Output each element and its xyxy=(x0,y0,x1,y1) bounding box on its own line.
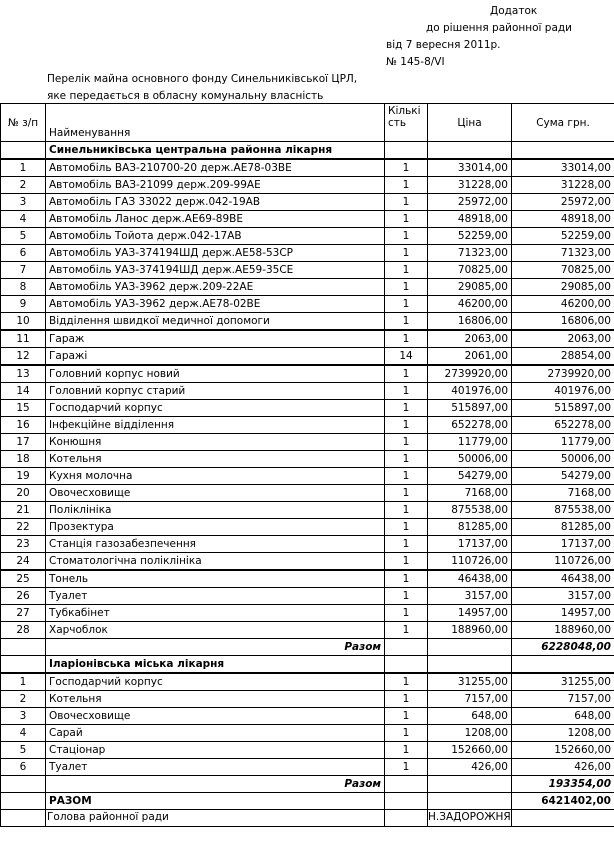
section-row xyxy=(1,142,614,160)
item-quantity: 1 xyxy=(385,570,428,588)
item-sum: 70825,00 xyxy=(512,262,614,279)
empty-cell xyxy=(428,656,512,674)
empty-cell xyxy=(385,639,428,656)
item-quantity: 1 xyxy=(385,468,428,485)
table-row xyxy=(1,383,614,400)
table-row xyxy=(1,725,614,742)
table-row xyxy=(1,588,614,605)
item-quantity: 1 xyxy=(385,485,428,502)
row-number: 16 xyxy=(1,417,46,434)
item-sum: 652278,00 xyxy=(512,417,614,434)
document-title-line2: яке передається в обласну комунальну власність xyxy=(47,90,324,102)
empty-cell xyxy=(1,639,46,656)
item-price: 14957,00 xyxy=(428,605,512,622)
item-sum: 152660,00 xyxy=(512,742,614,759)
item-sum: 31255,00 xyxy=(512,673,614,691)
empty-cell xyxy=(428,639,512,656)
item-name: Тонель xyxy=(46,570,385,588)
row-number: 25 xyxy=(1,570,46,588)
table-row xyxy=(1,279,614,296)
row-number: 28 xyxy=(1,622,46,639)
item-quantity: 1 xyxy=(385,296,428,313)
item-price: 188960,00 xyxy=(428,622,512,639)
document-title-line1: Перелік майна основного фонду Синельниківської ЦРЛ, xyxy=(47,73,358,85)
empty-cell xyxy=(428,776,512,793)
item-name: Сарай xyxy=(46,725,385,742)
empty-cell xyxy=(385,142,428,160)
decision-date: від 7 вересня 2011р. xyxy=(386,39,501,51)
item-price: 152660,00 xyxy=(428,742,512,759)
empty-cell xyxy=(1,776,46,793)
item-quantity: 1 xyxy=(385,725,428,742)
item-price: 71323,00 xyxy=(428,245,512,262)
item-name: Господарчий корпус xyxy=(46,673,385,691)
item-name: Автомобіль ВАЗ-210700-20 держ.АЕ78-03ВЕ xyxy=(46,159,385,177)
item-name: Автомобіль ГАЗ 33022 держ.042-19АВ xyxy=(46,194,385,211)
table-row xyxy=(1,485,614,502)
item-quantity: 1 xyxy=(385,313,428,331)
table-row xyxy=(1,348,614,366)
row-number: 12 xyxy=(1,348,46,366)
row-number: 11 xyxy=(1,330,46,348)
item-name: Стаціонар xyxy=(46,742,385,759)
item-name: Автомобіль УАЗ-374194ШД держ.АЕ59-35СЕ xyxy=(46,262,385,279)
item-price: 33014,00 xyxy=(428,159,512,177)
item-price: 401976,00 xyxy=(428,383,512,400)
item-sum: 16806,00 xyxy=(512,313,614,331)
section-title: Іларіонівська міська лікарня xyxy=(46,656,385,674)
item-quantity: 14 xyxy=(385,348,428,366)
item-price: 70825,00 xyxy=(428,262,512,279)
empty-cell xyxy=(428,142,512,160)
item-price: 3157,00 xyxy=(428,588,512,605)
item-name: Овочесховище xyxy=(46,708,385,725)
row-number: 19 xyxy=(1,468,46,485)
row-number: 9 xyxy=(1,296,46,313)
item-name: Автомобіль ВАЗ-21099 держ.209-99АЕ xyxy=(46,177,385,194)
item-quantity: 1 xyxy=(385,691,428,708)
item-sum: 46438,00 xyxy=(512,570,614,588)
item-sum: 31228,00 xyxy=(512,177,614,194)
table-row xyxy=(1,451,614,468)
table-row xyxy=(1,365,614,383)
item-sum: 2063,00 xyxy=(512,330,614,348)
table-row xyxy=(1,177,614,194)
table-row xyxy=(1,708,614,725)
item-quantity: 1 xyxy=(385,553,428,571)
table-row xyxy=(1,417,614,434)
item-name: Головний корпус старий xyxy=(46,383,385,400)
item-name: Господарчий корпус xyxy=(46,400,385,417)
item-name: Автомобіль УАЗ-374194ШД держ.АЕ58-53СР xyxy=(46,245,385,262)
row-number: 7 xyxy=(1,262,46,279)
empty-cell xyxy=(1,142,46,160)
item-name: Туалет xyxy=(46,759,385,776)
table-row xyxy=(1,296,614,313)
header-number: № з/п xyxy=(1,104,46,142)
table-row xyxy=(1,759,614,776)
row-number: 6 xyxy=(1,245,46,262)
item-quantity: 1 xyxy=(385,228,428,245)
item-quantity: 1 xyxy=(385,159,428,177)
item-price: 648,00 xyxy=(428,708,512,725)
property-table xyxy=(0,103,614,827)
empty-cell xyxy=(385,810,428,827)
decision-reference: до рішення районної ради xyxy=(426,22,572,34)
item-name: Автомобіль Ланос держ.АЕ69-89ВЕ xyxy=(46,211,385,228)
row-number: 21 xyxy=(1,502,46,519)
table-row xyxy=(1,468,614,485)
header-name: Найменування xyxy=(46,104,385,142)
signatory-name: Н.ЗАДОРОЖНЯ xyxy=(428,811,511,823)
table-row xyxy=(1,211,614,228)
item-price: 25972,00 xyxy=(428,194,512,211)
row-number: 8 xyxy=(1,279,46,296)
total-row xyxy=(1,776,614,793)
empty-cell xyxy=(512,142,614,160)
item-quantity: 1 xyxy=(385,434,428,451)
table-row xyxy=(1,194,614,211)
item-sum: 33014,00 xyxy=(512,159,614,177)
item-price: 110726,00 xyxy=(428,553,512,571)
empty-cell xyxy=(385,656,428,674)
item-name: Гараж xyxy=(46,330,385,348)
item-price: 2063,00 xyxy=(428,330,512,348)
item-price: 52259,00 xyxy=(428,228,512,245)
item-sum: 46200,00 xyxy=(512,296,614,313)
item-quantity: 1 xyxy=(385,211,428,228)
table-row xyxy=(1,742,614,759)
empty-cell xyxy=(512,656,614,674)
table-row xyxy=(1,159,614,177)
item-quantity: 1 xyxy=(385,279,428,296)
row-number: 27 xyxy=(1,605,46,622)
item-quantity: 1 xyxy=(385,262,428,279)
item-sum: 52259,00 xyxy=(512,228,614,245)
item-sum: 11779,00 xyxy=(512,434,614,451)
row-number: 4 xyxy=(1,725,46,742)
item-price: 48918,00 xyxy=(428,211,512,228)
header-price: Ціна xyxy=(428,104,512,142)
table-row xyxy=(1,400,614,417)
item-sum: 1208,00 xyxy=(512,725,614,742)
total-value: 193354,00 xyxy=(512,776,614,793)
item-quantity: 1 xyxy=(385,365,428,383)
empty-cell xyxy=(1,793,46,810)
item-name: Автомобіль УАЗ-3962 держ.209-22АЕ xyxy=(46,279,385,296)
table-header-row xyxy=(1,104,614,142)
item-sum: 50006,00 xyxy=(512,451,614,468)
row-number: 5 xyxy=(1,742,46,759)
item-name: Інфекційне відділення xyxy=(46,417,385,434)
total-value: 6228048,00 xyxy=(512,639,614,656)
item-quantity: 1 xyxy=(385,451,428,468)
total-value: 6421402,00 xyxy=(512,793,614,810)
row-number: 20 xyxy=(1,485,46,502)
table-row xyxy=(1,605,614,622)
signatory-title: Голова районної ради xyxy=(47,811,169,823)
row-number: 18 xyxy=(1,451,46,468)
item-price: 46200,00 xyxy=(428,296,512,313)
item-sum: 110726,00 xyxy=(512,553,614,571)
item-quantity: 1 xyxy=(385,708,428,725)
item-price: 81285,00 xyxy=(428,519,512,536)
item-quantity: 1 xyxy=(385,673,428,691)
item-sum: 2739920,00 xyxy=(512,365,614,383)
row-number: 23 xyxy=(1,536,46,553)
item-sum: 7168,00 xyxy=(512,485,614,502)
item-name: Котельня xyxy=(46,451,385,468)
section-row xyxy=(1,656,614,674)
item-price: 2739920,00 xyxy=(428,365,512,383)
empty-cell xyxy=(385,776,428,793)
item-name: Автомобіль Тойота держ.042-17АВ xyxy=(46,228,385,245)
row-number: 14 xyxy=(1,383,46,400)
item-sum: 28854,00 xyxy=(512,348,614,366)
item-name: Тубкабінет xyxy=(46,605,385,622)
header-sum: Сума грн. xyxy=(512,104,614,142)
section-title: Синельниківська центральна районна лікарня xyxy=(46,142,385,160)
item-sum: 401976,00 xyxy=(512,383,614,400)
empty-cell xyxy=(385,793,428,810)
row-number: 3 xyxy=(1,708,46,725)
table-row xyxy=(1,245,614,262)
table-row xyxy=(1,553,614,571)
item-sum: 648,00 xyxy=(512,708,614,725)
item-quantity: 1 xyxy=(385,588,428,605)
item-name: Кухня молочна xyxy=(46,468,385,485)
item-price: 515897,00 xyxy=(428,400,512,417)
item-name: Поліклініка xyxy=(46,502,385,519)
item-price: 2061,00 xyxy=(428,348,512,366)
item-price: 31228,00 xyxy=(428,177,512,194)
total-label: Разом xyxy=(46,776,385,793)
item-sum: 14957,00 xyxy=(512,605,614,622)
row-number: 22 xyxy=(1,519,46,536)
row-number: 24 xyxy=(1,553,46,571)
item-price: 652278,00 xyxy=(428,417,512,434)
table-row xyxy=(1,262,614,279)
item-name: Конюшня xyxy=(46,434,385,451)
item-name: Туалет xyxy=(46,588,385,605)
item-sum: 515897,00 xyxy=(512,400,614,417)
item-quantity: 1 xyxy=(385,742,428,759)
item-quantity: 1 xyxy=(385,417,428,434)
header-quantity: Кількість xyxy=(385,104,428,142)
item-price: 54279,00 xyxy=(428,468,512,485)
item-quantity: 1 xyxy=(385,519,428,536)
item-sum: 188960,00 xyxy=(512,622,614,639)
item-sum: 3157,00 xyxy=(512,588,614,605)
item-sum: 71323,00 xyxy=(512,245,614,262)
row-number: 3 xyxy=(1,194,46,211)
item-name: Відділення швидкої медичної допомоги xyxy=(46,313,385,331)
item-quantity: 1 xyxy=(385,605,428,622)
item-quantity: 1 xyxy=(385,400,428,417)
item-sum: 29085,00 xyxy=(512,279,614,296)
table-row xyxy=(1,691,614,708)
item-name: Харчоблок xyxy=(46,622,385,639)
item-price: 46438,00 xyxy=(428,570,512,588)
total-row xyxy=(1,639,614,656)
item-price: 31255,00 xyxy=(428,673,512,691)
table-row xyxy=(1,673,614,691)
item-quantity: 1 xyxy=(385,536,428,553)
item-sum: 54279,00 xyxy=(512,468,614,485)
row-number: 1 xyxy=(1,673,46,691)
table-row xyxy=(1,313,614,331)
table-row xyxy=(1,228,614,245)
item-sum: 875538,00 xyxy=(512,502,614,519)
item-sum: 81285,00 xyxy=(512,519,614,536)
item-sum: 426,00 xyxy=(512,759,614,776)
row-number: 4 xyxy=(1,211,46,228)
item-name: Прозектура xyxy=(46,519,385,536)
item-price: 17137,00 xyxy=(428,536,512,553)
item-price: 7168,00 xyxy=(428,485,512,502)
table-row xyxy=(1,434,614,451)
row-number: 26 xyxy=(1,588,46,605)
row-number: 2 xyxy=(1,691,46,708)
item-name: Гаражі xyxy=(46,348,385,366)
item-quantity: 1 xyxy=(385,194,428,211)
item-name: Котельня xyxy=(46,691,385,708)
row-number: 5 xyxy=(1,228,46,245)
empty-cell xyxy=(1,810,46,827)
table-row xyxy=(1,519,614,536)
row-number: 1 xyxy=(1,159,46,177)
table-row xyxy=(1,502,614,519)
item-price: 1208,00 xyxy=(428,725,512,742)
item-name: Головний корпус новий xyxy=(46,365,385,383)
item-sum: 48918,00 xyxy=(512,211,614,228)
table-row xyxy=(1,622,614,639)
row-number: 6 xyxy=(1,759,46,776)
empty-cell xyxy=(428,793,512,810)
item-quantity: 1 xyxy=(385,177,428,194)
total-label: РАЗОМ xyxy=(46,793,385,810)
item-sum: 17137,00 xyxy=(512,536,614,553)
row-number: 17 xyxy=(1,434,46,451)
row-number: 13 xyxy=(1,365,46,383)
row-number: 10 xyxy=(1,313,46,331)
item-quantity: 1 xyxy=(385,330,428,348)
empty-cell xyxy=(512,810,614,827)
item-name: Автомобіль УАЗ-3962 держ.АЕ78-02ВЕ xyxy=(46,296,385,313)
item-quantity: 1 xyxy=(385,245,428,262)
item-quantity: 1 xyxy=(385,759,428,776)
item-name: Станція газозабезпечення xyxy=(46,536,385,553)
item-sum: 25972,00 xyxy=(512,194,614,211)
appendix-label: Додаток xyxy=(490,5,538,17)
empty-cell xyxy=(1,656,46,674)
item-name: Овочесховище xyxy=(46,485,385,502)
item-price: 7157,00 xyxy=(428,691,512,708)
item-quantity: 1 xyxy=(385,383,428,400)
item-price: 29085,00 xyxy=(428,279,512,296)
item-price: 426,00 xyxy=(428,759,512,776)
decision-number: № 145-8/VI xyxy=(386,56,445,68)
item-price: 875538,00 xyxy=(428,502,512,519)
table-row xyxy=(1,536,614,553)
row-number: 2 xyxy=(1,177,46,194)
item-quantity: 1 xyxy=(385,622,428,639)
row-number: 15 xyxy=(1,400,46,417)
item-quantity: 1 xyxy=(385,502,428,519)
table-row xyxy=(1,570,614,588)
total-row xyxy=(1,793,614,810)
item-price: 11779,00 xyxy=(428,434,512,451)
item-price: 50006,00 xyxy=(428,451,512,468)
total-label: Разом xyxy=(46,639,385,656)
item-name: Стоматологічна поліклініка xyxy=(46,553,385,571)
item-sum: 7157,00 xyxy=(512,691,614,708)
table-row xyxy=(1,330,614,348)
item-price: 16806,00 xyxy=(428,313,512,331)
